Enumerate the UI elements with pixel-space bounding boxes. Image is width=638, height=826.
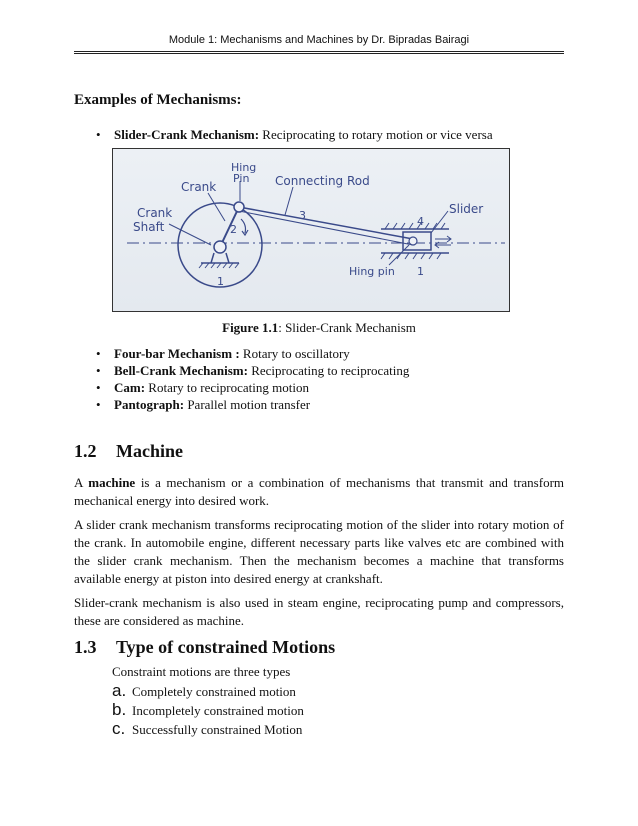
item-term: Cam: [114, 380, 146, 395]
item-term: Slider-Crank Mechanism: [114, 127, 260, 142]
label-link-2: 2 [230, 223, 237, 236]
examples-list-top [96, 126, 493, 143]
header-rule [74, 51, 564, 54]
connecting-rod [239, 207, 413, 239]
section-heading-constrained [74, 637, 335, 658]
section-heading-machine [74, 441, 183, 462]
label-crank-shaft-1: Crank [137, 206, 173, 220]
list-item [112, 701, 304, 720]
label-link-4: 4 [417, 215, 424, 228]
list-item [96, 396, 409, 413]
item-desc: Reciprocating to rotary motion or vice versa [259, 127, 493, 142]
label-crank-shaft-2: Shaft [133, 220, 165, 234]
constrained-intro: Constraint motions are three types [112, 664, 291, 679]
label-hing-pin-top-2: Pin [233, 172, 250, 185]
constrained-list [112, 682, 304, 739]
section-title: Machine [116, 441, 183, 461]
para-lead-word: A [74, 475, 83, 490]
label-connecting-rod: Connecting Rod [275, 174, 370, 188]
label-link-3: 3 [299, 209, 306, 222]
para-rest: is a mechanism or a combination of mechanisms that transmit and transform mechanical energy into desired work. [74, 475, 565, 508]
list-item [112, 682, 304, 701]
slider-pin [409, 237, 417, 245]
list-text: Successfully constrained Motion [132, 722, 303, 737]
item-desc: Reciprocating to reciprocating [247, 363, 410, 378]
list-marker: b. [112, 700, 127, 719]
steam-engine-paragraph: Slider-crank mechanism is also used in steam engine, reciprocating pump and compressors, these are considered as machine. [74, 595, 564, 628]
list-text: Completely constrained motion [132, 684, 296, 699]
label-hing-pin-top-1: Hing [231, 161, 257, 174]
leader-crank [208, 193, 225, 221]
machine-definition-paragraph [74, 474, 564, 510]
guide-bottom-hatch [381, 253, 441, 259]
item-term: Bell-Crank Mechanism: [114, 363, 248, 378]
label-hing-pin-bottom: Hing pin [349, 265, 395, 278]
list-item [96, 379, 409, 396]
item-desc: Rotary to oscillatory [239, 346, 350, 361]
crank-shaft-pin [214, 241, 226, 253]
list-item [96, 362, 409, 379]
connecting-rod-edge [239, 211, 413, 245]
caption-text: : Slider-Crank Mechanism [278, 320, 416, 335]
label-crank: Crank [181, 180, 217, 194]
label-slider: Slider [449, 202, 484, 216]
item-desc: Parallel motion transfer [184, 397, 311, 412]
term-machine: machine [88, 475, 136, 490]
figure-caption [0, 320, 638, 336]
slider-crank-paragraph: A slider crank mechanism transforms reciprocating motion of the slider into rotary motion of the crank. In automobile engine, different necessary parts like valves etc are combined with the slider crank mechanism. Then the mechanism becomes a machine that transforms available energy at piston into desired energy at crankshaft. [74, 517, 564, 586]
label-link-1-left: 1 [217, 275, 224, 288]
list-text: Incompletely constrained motion [132, 703, 304, 718]
caption-label: Figure 1.1 [222, 320, 279, 335]
item-term: Four-bar Mechanism : [114, 346, 240, 361]
section-number: 1.3 [74, 637, 97, 657]
item-term: Pantograph: [114, 397, 185, 412]
list-item [112, 720, 304, 739]
list-marker: a. [112, 681, 127, 700]
examples-list-bottom [96, 345, 409, 413]
page-header: Module 1: Mechanisms and Machines by Dr. Bipradas Bairagi [168, 34, 470, 46]
label-link-1-right: 1 [417, 265, 424, 278]
examples-heading: Examples of Mechanisms: [74, 92, 242, 108]
leader-connecting-rod [285, 187, 293, 215]
section-number: 1.2 [74, 441, 97, 461]
leader-crank-shaft [169, 224, 211, 245]
slider-crank-sketch [113, 149, 509, 311]
list-item [96, 345, 409, 362]
list-marker: c. [112, 719, 126, 738]
support-leg-left [211, 253, 214, 263]
top-hinge-pin [234, 202, 244, 212]
rotation-arrow [241, 219, 246, 233]
item-desc: Rotary to reciprocating motion [145, 380, 309, 395]
section-title: Type of constrained Motions [116, 637, 336, 657]
slider-crank-figure [112, 148, 510, 312]
support-leg-right [226, 253, 229, 263]
list-item [96, 126, 493, 143]
